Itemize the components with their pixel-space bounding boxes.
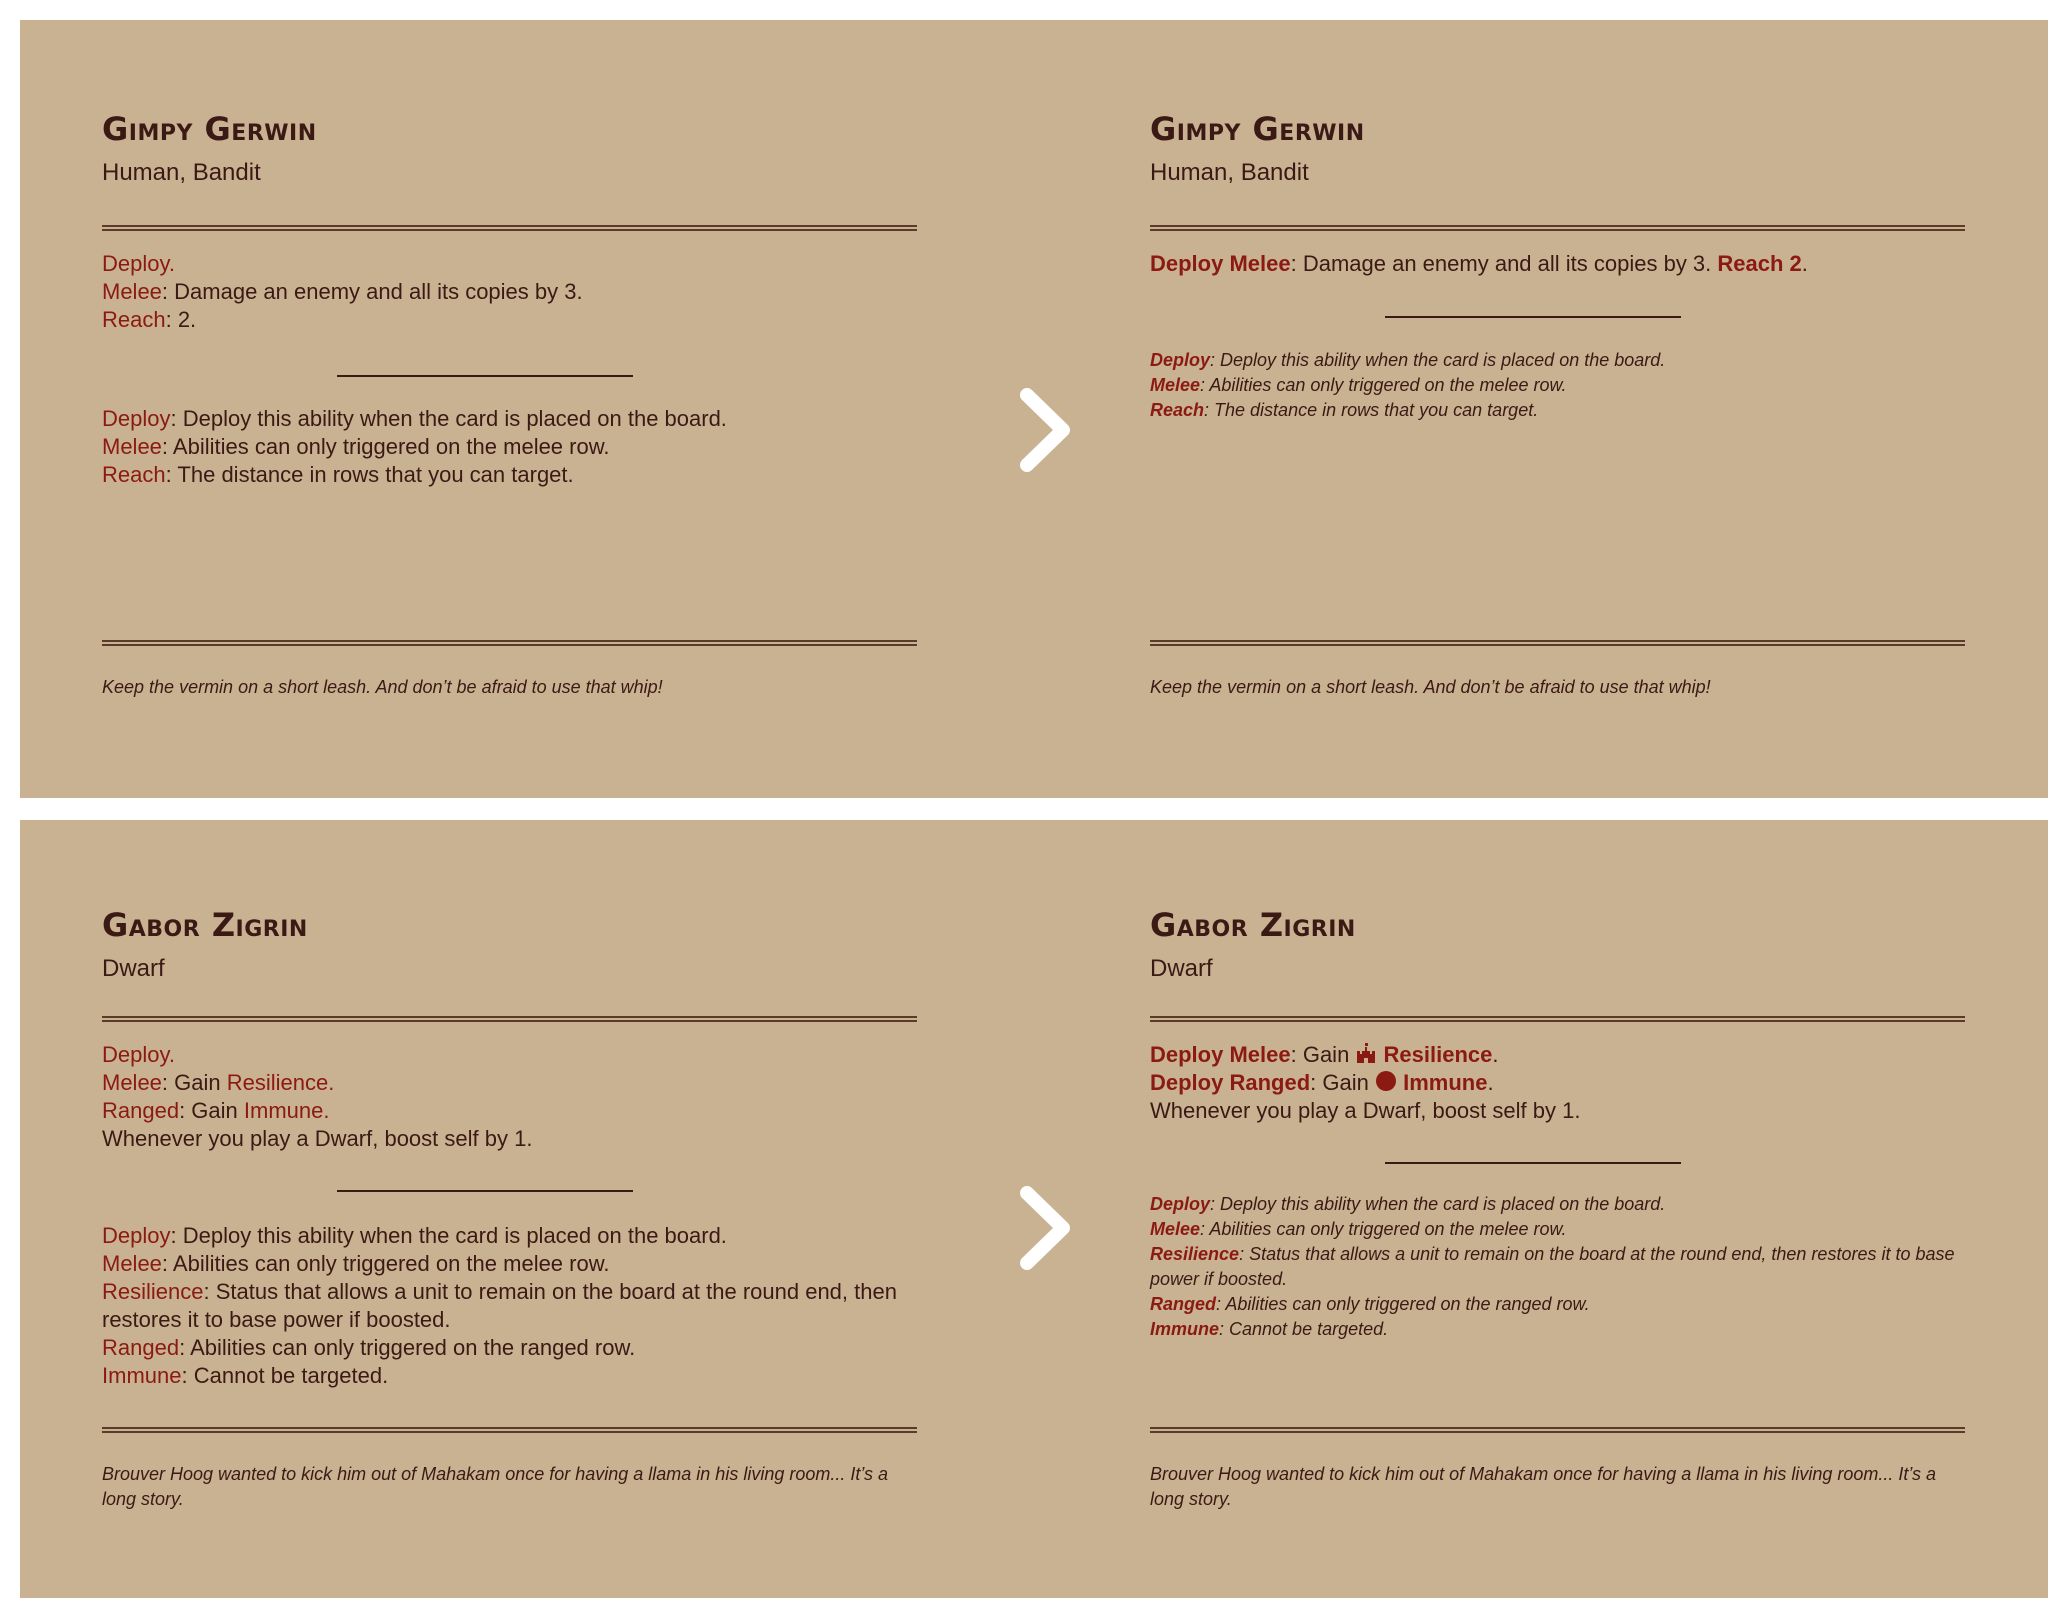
ability-line: Whenever you play a Dwarf, boost self by 1.	[102, 1126, 533, 1151]
card-race: Human, Bandit	[1150, 159, 1309, 186]
card-race: Dwarf	[102, 955, 165, 982]
glossary-line: Resilience: Status that allows a unit to remain on the board at the round end, then restores it to base power if boosted.	[1150, 1244, 1955, 1289]
keyword: Resilience	[1383, 1042, 1493, 1067]
keyword: Deploy	[102, 251, 169, 276]
keyword: Melee	[102, 279, 162, 304]
card-race: Dwarf	[1150, 955, 1213, 982]
divider-short	[337, 375, 633, 377]
card-after	[1150, 820, 1965, 1598]
card-after	[1150, 20, 1965, 798]
ability-line: Reach: 2.	[102, 307, 197, 332]
chevron-right-icon	[1005, 365, 1085, 495]
card-before	[102, 820, 917, 1598]
glossary-line: Deploy: Deploy this ability when the card is placed on the board.	[102, 1223, 727, 1248]
ability-text	[1150, 250, 1965, 278]
divider-bottom	[1150, 640, 1965, 646]
glossary-line: Ranged: Abilities can only triggered on the ranged row.	[1150, 1294, 1590, 1314]
divider-top	[1150, 225, 1965, 231]
ability-line: Deploy.	[102, 251, 175, 276]
comparison-panel-gimpy-gerwin	[20, 20, 2048, 798]
glossary-line: Melee: Abilities can only triggered on the melee row.	[102, 434, 610, 459]
card-name: Gimpy Gerwin	[102, 110, 317, 148]
keyword-glossary	[1150, 348, 1965, 423]
glossary-line: Melee: Abilities can only triggered on the melee row.	[1150, 375, 1567, 395]
ability-text	[1150, 1041, 1965, 1125]
divider-short	[1385, 1162, 1681, 1164]
card-before	[102, 20, 917, 798]
card-race: Human, Bandit	[102, 159, 261, 186]
divider-top	[102, 225, 917, 231]
keyword-glossary	[1150, 1192, 1965, 1342]
ability-line: Deploy Ranged: Gain Immune.	[1150, 1070, 1494, 1095]
comparison-panel-gabor-zigrin	[20, 820, 2048, 1598]
glossary-line: Deploy: Deploy this ability when the card is placed on the board.	[1150, 1194, 1666, 1214]
divider-bottom	[102, 1427, 917, 1433]
glossary-line: Reach: The distance in rows that you can target.	[1150, 400, 1539, 420]
flavor-text: Brouver Hoog wanted to kick him out of Mahakam once for having a llama in his living room... It’s a long story.	[102, 1464, 889, 1509]
keyword: Immune	[1403, 1070, 1488, 1095]
keyword-glossary	[102, 405, 917, 489]
divider-top	[102, 1016, 917, 1022]
glossary-line: Deploy: Deploy this ability when the card is placed on the board.	[1150, 350, 1666, 370]
card-name: Gabor Zigrin	[1150, 906, 1356, 944]
ability-line: Deploy Melee: Damage an enemy and all its copies by 3. Reach 2.	[1150, 251, 1808, 276]
ability-line: Melee: Damage an enemy and all its copies by 3.	[102, 279, 583, 304]
glossary-line: Ranged: Abilities can only triggered on the ranged row.	[102, 1335, 636, 1360]
ability-line: Deploy Melee: Gain Resilience.	[1150, 1042, 1499, 1067]
keyword: Deploy Ranged	[1150, 1070, 1311, 1095]
keyword: Deploy Melee	[1150, 251, 1291, 276]
chevron-right-icon	[1005, 1163, 1085, 1293]
flavor-text: Keep the vermin on a short leash. And don’t be afraid to use that whip!	[1150, 677, 1711, 697]
card-name: Gabor Zigrin	[102, 906, 308, 944]
ability-line: Melee: Gain Resilience.	[102, 1070, 335, 1095]
keyword: Deploy	[102, 1042, 169, 1067]
ability-text	[102, 250, 917, 334]
glossary-line: Reach: The distance in rows that you can target.	[102, 462, 574, 487]
divider-top	[1150, 1016, 1965, 1022]
flavor-text: Brouver Hoog wanted to kick him out of Mahakam once for having a llama in his living room... It’s a long story.	[1150, 1464, 1937, 1509]
ability-line: Whenever you play a Dwarf, boost self by 1.	[1150, 1098, 1581, 1123]
divider-short	[1385, 316, 1681, 318]
circle-icon	[1375, 1070, 1397, 1092]
keyword: Deploy Melee	[1150, 1042, 1291, 1067]
divider-bottom	[1150, 1427, 1965, 1433]
ability-line: Ranged: Gain Immune.	[102, 1098, 330, 1123]
keyword: Ranged	[102, 1098, 180, 1123]
castle-icon	[1355, 1042, 1377, 1064]
glossary-line: Immune: Cannot be targeted.	[102, 1363, 389, 1388]
glossary-line: Resilience: Status that allows a unit to remain on the board at the round end, then restores it to base power if boosted.	[102, 1279, 897, 1332]
keyword: Reach	[102, 307, 166, 332]
ability-text	[102, 1041, 917, 1153]
keyword: Reach 2	[1717, 251, 1802, 276]
divider-bottom	[102, 640, 917, 646]
keyword-glossary	[102, 1222, 917, 1390]
flavor-text: Keep the vermin on a short leash. And don’t be afraid to use that whip!	[102, 677, 663, 697]
keyword: Melee	[102, 1070, 162, 1095]
glossary-line: Deploy: Deploy this ability when the card is placed on the board.	[102, 406, 727, 431]
glossary-line: Melee: Abilities can only triggered on the melee row.	[102, 1251, 610, 1276]
ability-line: Deploy.	[102, 1042, 175, 1067]
card-name: Gimpy Gerwin	[1150, 110, 1365, 148]
glossary-line: Immune: Cannot be targeted.	[1150, 1319, 1389, 1339]
glossary-line: Melee: Abilities can only triggered on the melee row.	[1150, 1219, 1567, 1239]
divider-short	[337, 1190, 633, 1192]
